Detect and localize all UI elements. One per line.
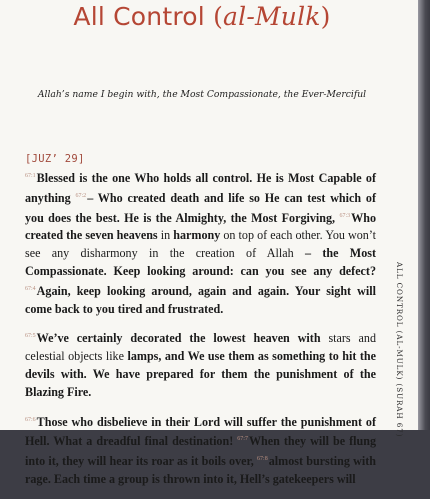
running-head-text: ALL CONTROL (AL-MULK) (SURAH 67)	[395, 262, 404, 438]
page-edge	[418, 0, 430, 430]
plain-text: on top of each other. You won’t see any disharmony in the creation of	[25, 228, 377, 261]
verse-text: When they will be flung into it, they will hear its roar as it boils over,	[25, 434, 376, 469]
title-main: All Control	[73, 2, 205, 31]
verse-number: 67:7	[237, 436, 248, 443]
title-close-paren: )	[320, 2, 331, 31]
verse-text: harmony	[173, 228, 221, 243]
verse-text: Again, keep looking around, again and again. Your sight will come back to you tired and frustrated.	[25, 283, 376, 316]
verse-text: lamps, and We use them as something to hit the devils with. We have prepared for them the punishment of the Blazing Fire.	[25, 349, 376, 399]
verse-text: almost bursting with rage. Each time a group is thrown into it, Hell’s gatekeepers will	[25, 454, 376, 486]
title-transliteration: al-Mulk	[223, 2, 321, 31]
verse-number: 67:1	[25, 173, 36, 179]
running-head	[390, 262, 406, 438]
verse-text: Who created the seven heavens	[25, 210, 376, 243]
surah-text	[25, 168, 376, 499]
paragraph	[25, 412, 376, 489]
verse-text: Those who disbelieve in their Lord will suffer the punishment of Hell. What a dreadful final destination!	[25, 414, 376, 449]
plain-text: stars and celestial objects like	[25, 331, 376, 364]
verse-number: 67:5	[25, 333, 36, 340]
verse-text: We’ve certainly decorated the lowest heaven with	[36, 331, 321, 346]
verse-text: – Who created death and life so He can test which of you does the best. He is the Almighty, the Most Forgiving,	[25, 190, 376, 225]
verse-text: – the Most Compassionate. Keep looking around: can you see any defect?	[25, 246, 376, 278]
verse-number: 67:2	[75, 192, 87, 199]
title-open-paren: (	[213, 2, 224, 31]
verse-number: 67:4	[25, 285, 36, 292]
plain-text: in	[160, 228, 171, 243]
verse-number: 67:3	[339, 212, 351, 219]
juz-marker: [JUZ’ 29]	[25, 153, 85, 165]
surah-title	[0, 2, 404, 31]
verse-number: 67:8	[257, 456, 268, 463]
paragraph	[25, 328, 376, 401]
basmala: Allah’s name I begin with, the Most Compassionate, the Ever-Merciful	[37, 89, 367, 100]
verse-text: Blessed is the one Who holds all control. He is Most Capable of anything	[25, 171, 376, 205]
plain-text: Allah	[266, 246, 294, 261]
paragraph	[25, 168, 376, 318]
verse-number: 67:6	[25, 416, 36, 423]
